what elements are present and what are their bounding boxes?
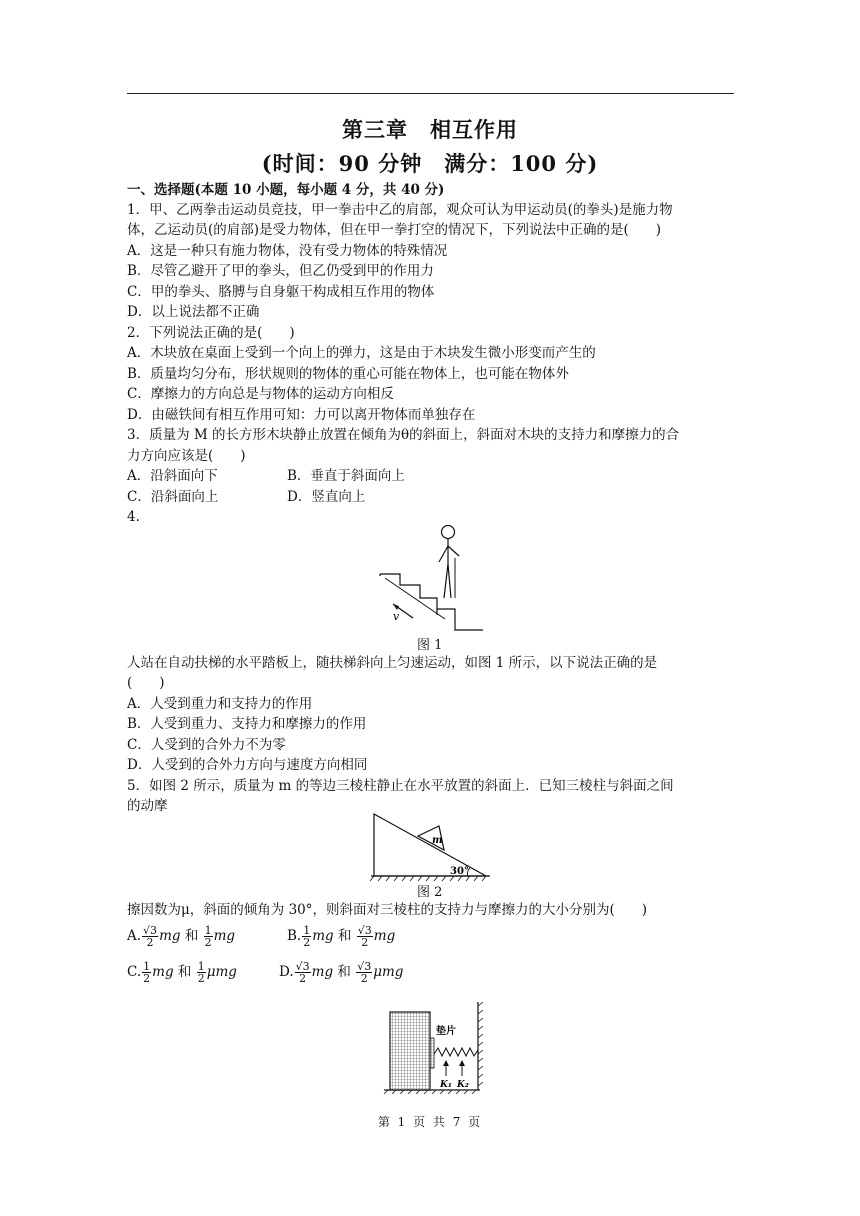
prism-mass-label: m bbox=[432, 835, 443, 846]
q4-option-a: A．人受到重力和支持力的作用 bbox=[127, 696, 313, 712]
q5-option-d: D. $\frac{√3}{2}$ mg 和 $\frac{√3}{2}$ μmg bbox=[279, 960, 404, 985]
q2-stem: 2．下列说法正确的是( ) bbox=[127, 325, 295, 341]
q3-option-a: A．沿斜面向下 bbox=[127, 468, 218, 484]
incline bbox=[374, 814, 486, 876]
q3-option-b: B．垂直于斜面向上 bbox=[287, 468, 405, 484]
q5-option-b-label: B. bbox=[287, 928, 302, 944]
q1-option-b: B．尽管乙避开了甲的拳头，但乙仍受到甲的作用力 bbox=[127, 263, 434, 279]
section-heading: 一、选择题(本题 10 小题，每小题 4 分，共 40 分) bbox=[127, 182, 445, 198]
pad-label: 垫片 bbox=[436, 1026, 456, 1037]
figure-incline-prism bbox=[368, 812, 493, 882]
q5-option-d-label: D. bbox=[279, 964, 294, 980]
q5-option-a-label: A. bbox=[127, 928, 142, 944]
fraction-1-over-2: $\frac{1}{2}$ bbox=[204, 924, 212, 949]
q2-option-d: D．由磁铁间有相互作用可知：力可以离开物体而单独存在 bbox=[127, 407, 476, 423]
q1-stem-line2: 体，乙运动员(的肩部)是受力物体，但在甲一拳打空的情况下，下列说法中正确的是( ) bbox=[127, 222, 662, 238]
k1-label: K₁ bbox=[440, 1080, 452, 1090]
chapter-title: 第三章 相互作用 bbox=[342, 117, 518, 142]
q3-stem-line1: 3．质量为 M 的长方形木块静止放置在倾角为θ的斜面上，斜面对木块的支持力和摩擦力的合 bbox=[127, 427, 680, 443]
person-head bbox=[442, 526, 455, 539]
q4-option-d: D．人受到的合外力方向与速度方向相同 bbox=[127, 757, 368, 773]
q5-stem-line2: 的动摩 bbox=[127, 798, 168, 814]
exam-info: (时间：90 分钟 满分：100 分) bbox=[261, 151, 599, 176]
fraction-1-over-2: $\frac{1}{2}$ bbox=[303, 924, 311, 949]
q2-option-b: B．质量均匀分布，形状规则的物体的重心可能在物体上，也可能在物体外 bbox=[127, 366, 569, 382]
q5-stem-line1: 5．如图 2 所示，质量为 m 的等边三棱柱静止在水平放置的斜面上．已知三棱柱与斜面之间 bbox=[127, 778, 674, 794]
pad bbox=[430, 1038, 434, 1068]
velocity-label: v bbox=[393, 610, 400, 623]
angle-label: 30° bbox=[450, 866, 469, 877]
q5-option-c-label: C. bbox=[127, 964, 142, 980]
fraction-1-over-2: $\frac{1}{2}$ bbox=[143, 960, 151, 985]
figure-escalator bbox=[375, 522, 485, 634]
q3-stem-line2: 力方向应该是( ) bbox=[127, 448, 246, 464]
q1-option-c: C．甲的拳头、胳膊与自身躯干构成相互作用的物体 bbox=[127, 284, 435, 300]
q4-option-c: C．人受到的合外力不为零 bbox=[127, 737, 286, 753]
q5-option-c: C. $\frac{1}{2}$ mg 和 $\frac{1}{2}$ μmg bbox=[127, 960, 237, 985]
q5-stem-line3: 擦因数为μ，斜面的倾角为 30°，则斜面对三棱柱的支持力与摩擦力的大小分别为( ) bbox=[127, 902, 648, 918]
page-footer: 第 1 页 共 7 页 bbox=[377, 1115, 483, 1129]
q1-stem-line1: 1．甲、乙两拳击运动员竞技，甲一拳击中乙的肩部，观众可认为甲运动员(的拳头)是施力物 bbox=[127, 202, 673, 218]
k2-label: K₂ bbox=[457, 1080, 469, 1090]
fraction-1-over-2: $\frac{1}{2}$ bbox=[197, 960, 205, 985]
fraction-sqrt3-over-2: $\frac{√3}{2}$ bbox=[143, 924, 158, 949]
figure-2-caption: 图 2 bbox=[417, 885, 443, 900]
q4-stem-line2: ( ) bbox=[127, 675, 165, 691]
q5-option-b: B. $\frac{1}{2}$ mg 和 $\frac{√3}{2}$ mg bbox=[287, 924, 396, 949]
figure-1-caption: 图 1 bbox=[417, 638, 443, 653]
q5-option-a: A. $\frac{√3}{2}$ mg 和 $\frac{1}{2}$ mg bbox=[127, 924, 236, 949]
q4-number: 4. bbox=[127, 509, 140, 525]
q1-option-d: D．以上说法都不正确 bbox=[127, 304, 260, 320]
q2-option-c: C．摩擦力的方向总是与物体的运动方向相反 bbox=[127, 386, 394, 402]
q2-option-a: A．木块放在桌面上受到一个向上的弹力，这是由于木块发生微小形变而产生的 bbox=[127, 345, 596, 361]
fraction-sqrt3-over-2: $\frac{√3}{2}$ bbox=[357, 960, 372, 985]
fraction-sqrt3-over-2: $\frac{√3}{2}$ bbox=[295, 960, 310, 985]
fraction-sqrt3-over-2: $\frac{√3}{2}$ bbox=[357, 924, 372, 949]
q4-stem-line1: 人站在自动扶梯的水平踏板上，随扶梯斜向上匀速运动，如图 1 所示，以下说法正确的是 bbox=[127, 655, 658, 671]
q4-option-b: B．人受到重力、支持力和摩擦力的作用 bbox=[127, 716, 367, 732]
springs bbox=[434, 1048, 478, 1056]
q3-option-c: C．沿斜面向上 bbox=[127, 489, 219, 505]
q3-option-d: D．竖直向上 bbox=[287, 489, 366, 505]
top-rule bbox=[127, 93, 734, 94]
figure-springs-block bbox=[380, 998, 490, 1094]
q1-option-a: A．这是一种只有施力物体，没有受力物体的特殊情况 bbox=[127, 243, 448, 259]
block bbox=[390, 1012, 430, 1090]
